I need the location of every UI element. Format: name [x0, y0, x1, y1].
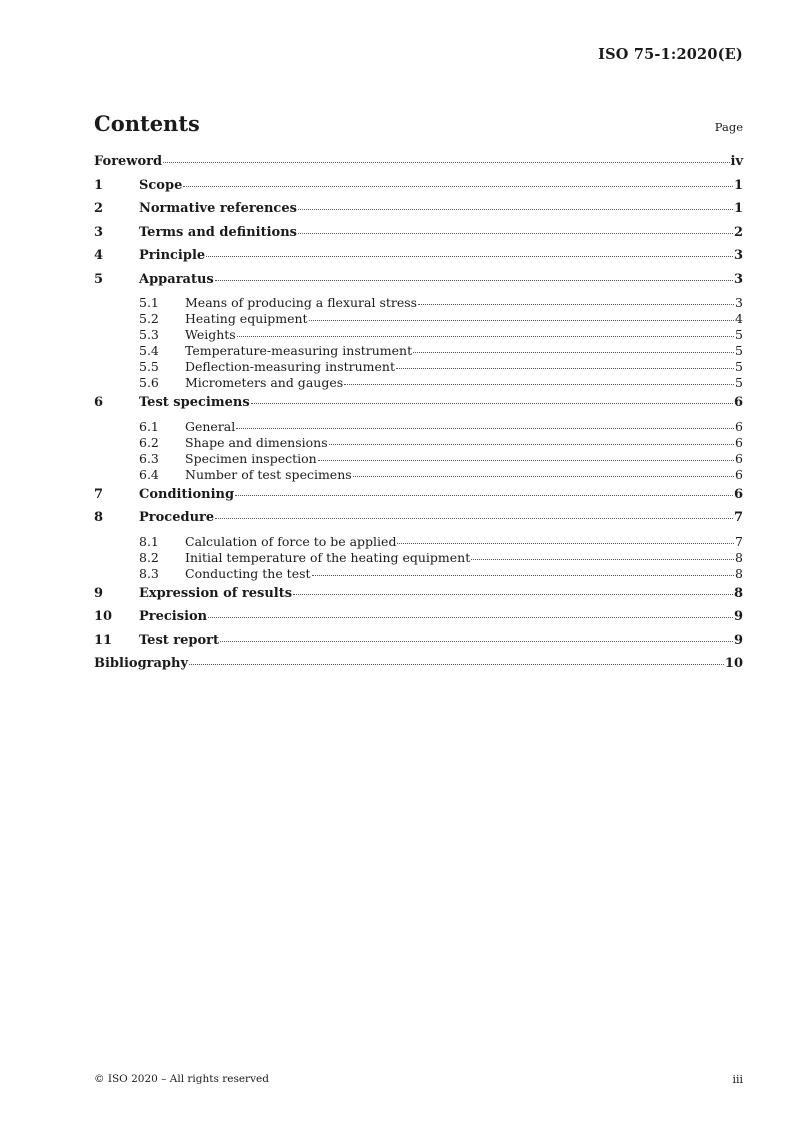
- toc-entry-number: 4: [94, 248, 104, 263]
- page-column-label: Page: [714, 120, 743, 134]
- toc-entry-label: Scope: [139, 177, 183, 193]
- toc-dot-leader: [318, 459, 734, 461]
- toc-entry-page: 1: [733, 201, 743, 216]
- toc-entry[interactable]: [94, 467, 743, 483]
- toc-entry-page: 3: [733, 271, 743, 287]
- toc-entry[interactable]: [94, 633, 743, 657]
- toc-entry-label: Apparatus: [139, 271, 214, 287]
- toc-dot-leader: [220, 640, 733, 642]
- toc-entry-label: Deflection-measuring instrument: [185, 359, 395, 374]
- toc-dot-leader: [344, 383, 734, 385]
- toc-entry-label: Conditioning: [139, 486, 235, 502]
- toc-entry-number: 5.4: [139, 343, 159, 358]
- toc-entry[interactable]: [94, 295, 743, 311]
- toc-entry-page: 2: [733, 224, 743, 240]
- toc-entry-label: Conducting the test: [185, 565, 311, 581]
- toc-entry-label: Micrometers and gauges: [185, 375, 344, 390]
- toc-dot-leader: [208, 616, 733, 618]
- toc-entry-number: 1: [94, 177, 104, 193]
- toc-entry[interactable]: [94, 343, 743, 359]
- toc-entry-number: 8.3: [139, 565, 159, 581]
- toc-entry-number: 6.1: [139, 418, 159, 434]
- toc-entry-label: Terms and definitions: [139, 224, 297, 240]
- toc-entry-number: 5.6: [139, 375, 159, 390]
- toc-entry-label: Specimen inspection: [185, 450, 317, 466]
- toc-entry-label: Procedure: [139, 510, 215, 525]
- toc-entry[interactable]: [94, 487, 743, 511]
- toc-entry-number: 8: [94, 510, 104, 525]
- toc-entry-number: 5.1: [139, 295, 159, 310]
- toc-dot-leader: [215, 517, 733, 519]
- toc-entry-label: Test report: [139, 632, 220, 648]
- toc-entry-label: Shape and dimensions: [185, 434, 328, 450]
- document-id: ISO 75-1:2020(E): [598, 46, 743, 63]
- toc-entry-number: 9: [94, 585, 104, 601]
- toc-dot-leader: [418, 303, 734, 305]
- toc-entry-label: Number of test specimens: [185, 466, 352, 482]
- toc-entry[interactable]: [94, 395, 743, 419]
- toc-entry-page: 8: [735, 549, 743, 565]
- toc-entry-page: 7: [735, 533, 743, 549]
- toc-entry[interactable]: [94, 178, 743, 202]
- toc-entry[interactable]: [94, 327, 743, 343]
- toc-entry[interactable]: [94, 311, 743, 327]
- toc-entry-label: Initial temperature of the heating equipment: [185, 549, 471, 565]
- toc-dot-leader: [236, 427, 734, 429]
- toc-entry-number: 6.3: [139, 450, 159, 466]
- toc-entry-page: 10: [724, 656, 743, 671]
- toc-entry[interactable]: [94, 586, 743, 610]
- toc-entry-number: 6.2: [139, 434, 159, 450]
- toc-dot-leader: [251, 402, 733, 404]
- toc-dot-leader: [396, 367, 734, 369]
- toc-dot-leader: [215, 279, 733, 281]
- toc-entry-label: Temperature-measuring instrument: [185, 343, 413, 358]
- toc-entry-number: 5.2: [139, 311, 159, 326]
- toc-entry[interactable]: [94, 272, 743, 296]
- toc-entry-label: Bibliography: [94, 656, 189, 671]
- toc-entry[interactable]: [94, 375, 743, 391]
- toc-dot-leader: [353, 475, 734, 477]
- toc-entry[interactable]: [94, 451, 743, 467]
- toc-entry-page: 5: [735, 359, 743, 374]
- toc-entry-page: 5: [735, 327, 743, 342]
- toc-entry-number: 6.4: [139, 466, 159, 482]
- toc-dot-leader: [293, 593, 733, 595]
- toc-dot-leader: [163, 161, 729, 163]
- toc-entry-label: General: [185, 418, 236, 434]
- toc-entry-number: 7: [94, 486, 104, 502]
- toc-dot-leader: [235, 494, 733, 496]
- toc-entry[interactable]: [94, 201, 743, 225]
- toc-entry-label: Heating equipment: [185, 311, 308, 326]
- toc-dot-leader: [397, 542, 734, 544]
- toc-entry-number: 5: [94, 271, 104, 287]
- toc-entry-number: 8.2: [139, 549, 159, 565]
- toc-entry-page: 5: [735, 343, 743, 358]
- toc-entry-page: 7: [733, 510, 743, 525]
- toc-dot-leader: [298, 208, 733, 210]
- toc-entry-page: 9: [733, 632, 743, 648]
- toc-entry-label: Precision: [139, 609, 208, 624]
- toc-dot-leader: [329, 443, 734, 445]
- toc-entry-page: 8: [735, 565, 743, 581]
- toc-entry-page: 6: [735, 434, 743, 450]
- toc-entry-label: Test specimens: [139, 395, 250, 410]
- page-title: Contents: [94, 111, 200, 136]
- toc-entry[interactable]: [94, 566, 743, 582]
- toc-entry-number: 5.5: [139, 359, 159, 374]
- toc-entry-page: iv: [730, 154, 743, 169]
- footer-copyright: © ISO 2020 – All rights reserved: [94, 1073, 269, 1085]
- toc-entry-number: 6: [94, 395, 104, 410]
- toc-dot-leader: [237, 335, 734, 337]
- toc-entry-page: 4: [735, 311, 743, 326]
- toc-dot-leader: [309, 319, 734, 321]
- toc-entry-number: 11: [94, 632, 113, 648]
- toc-entry-number: 8.1: [139, 533, 159, 549]
- toc-entry-page: 6: [735, 418, 743, 434]
- toc-entry[interactable]: [94, 435, 743, 451]
- toc-dot-leader: [206, 255, 733, 257]
- toc-entry-number: 2: [94, 201, 104, 216]
- toc-entry-page: 3: [733, 248, 743, 263]
- toc-entry[interactable]: [94, 510, 743, 534]
- toc-entry[interactable]: [94, 550, 743, 566]
- toc-entry[interactable]: [94, 248, 743, 272]
- toc-dot-leader: [183, 185, 733, 187]
- toc-entry-page: 6: [735, 466, 743, 482]
- toc-entry[interactable]: [94, 656, 743, 680]
- toc-entry-page: 8: [733, 585, 743, 601]
- table-of-contents: [94, 154, 743, 680]
- toc-dot-leader: [471, 558, 734, 560]
- toc-entry-page: 1: [733, 177, 743, 193]
- toc-dot-leader: [189, 663, 724, 665]
- toc-dot-leader: [312, 574, 735, 576]
- toc-entry-number: 10: [94, 609, 113, 624]
- toc-entry-label: Expression of results: [139, 585, 293, 601]
- toc-entry[interactable]: [94, 609, 743, 633]
- toc-entry-number: 3: [94, 224, 104, 240]
- toc-dot-leader: [298, 232, 733, 234]
- toc-entry[interactable]: [94, 359, 743, 375]
- toc-entry-page: 6: [735, 450, 743, 466]
- toc-entry[interactable]: [94, 154, 743, 178]
- toc-entry-label: Weights: [185, 327, 236, 342]
- toc-entry-label: Means of producing a flexural stress: [185, 295, 418, 310]
- toc-entry-page: 6: [733, 395, 743, 410]
- toc-entry[interactable]: [94, 419, 743, 435]
- toc-entry[interactable]: [94, 225, 743, 249]
- toc-entry-label: Foreword: [94, 154, 163, 169]
- toc-entry-number: 5.3: [139, 327, 159, 342]
- toc-entry[interactable]: [94, 534, 743, 550]
- toc-dot-leader: [413, 351, 734, 353]
- footer-page-number: iii: [732, 1073, 743, 1086]
- toc-entry-page: 5: [735, 375, 743, 390]
- toc-entry-label: Calculation of force to be applied: [185, 533, 397, 549]
- toc-entry-page: 3: [735, 295, 743, 310]
- toc-entry-page: 9: [733, 609, 743, 624]
- toc-entry-page: 6: [733, 486, 743, 502]
- toc-entry-label: Principle: [139, 248, 206, 263]
- toc-entry-label: Normative references: [139, 201, 297, 216]
